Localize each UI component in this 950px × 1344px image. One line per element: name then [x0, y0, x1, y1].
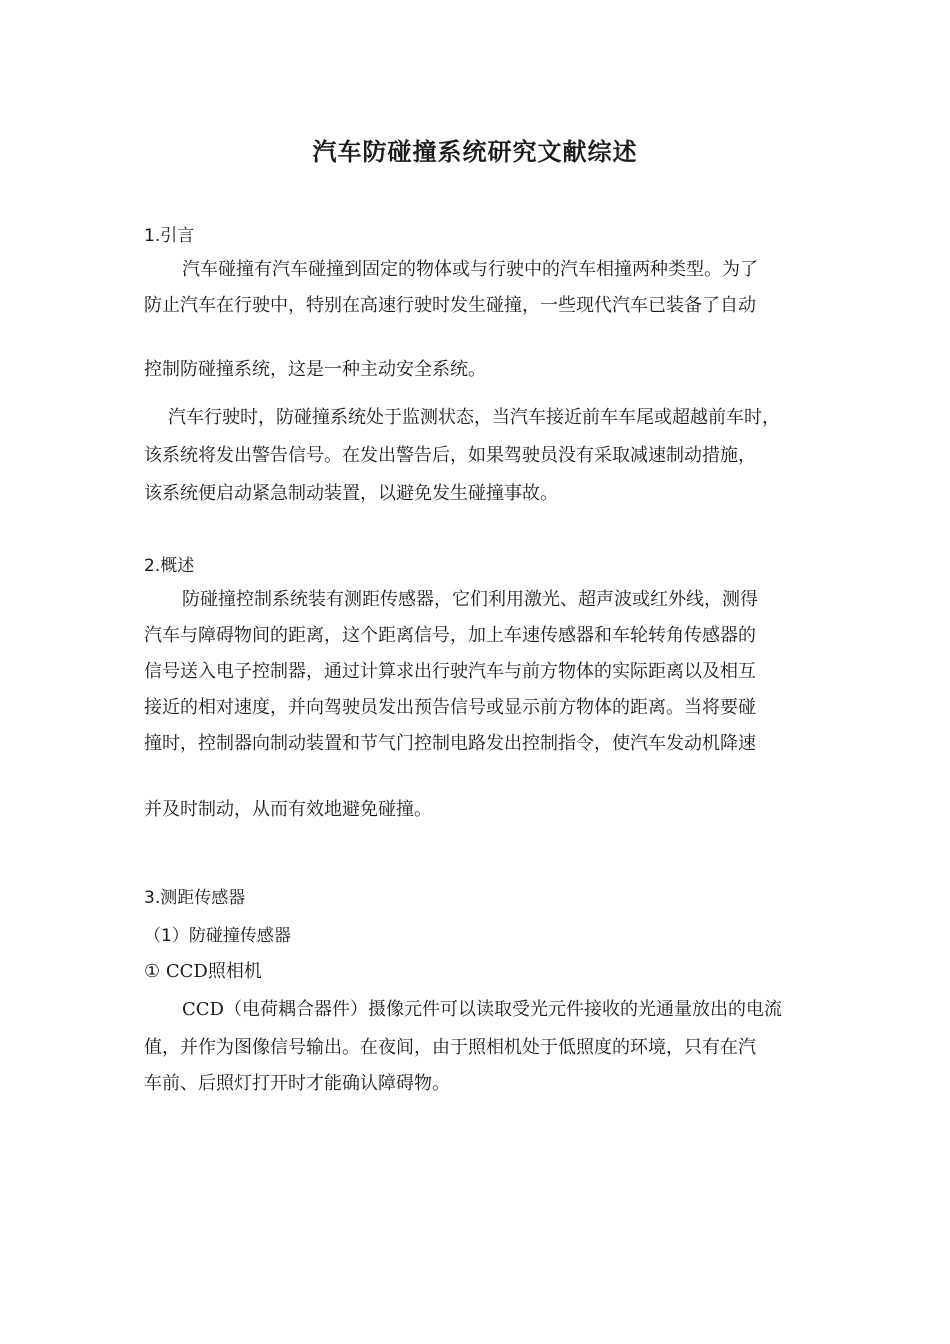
paragraph-line: 汽车行驶时，防碰撞系统处于监测状态，当汽车接近前车车尾或超越前车时， — [168, 407, 780, 428]
section-heading-sensor: 3.测距传感器 — [144, 888, 246, 908]
section-heading-intro: 1.引言 — [144, 226, 195, 246]
paragraph-line: 撞时，控制器向制动装置和节气门控制电路发出控制指令，使汽车发动机降速 — [144, 733, 756, 754]
paragraph-line: 汽车碰撞有汽车碰撞到固定的物体或与行驶中的汽车相撞两种类型。为了 — [182, 259, 758, 280]
paragraph-line: 接近的相对速度，并向驾驶员发出预告信号或显示前方物体的距离。当将要碰 — [144, 697, 756, 718]
subsection-heading: （1）防碰撞传感器 — [144, 926, 291, 946]
paragraph-line: 防碰撞控制系统装有测距传感器，它们利用激光、超声波或红外线，测得 — [182, 589, 758, 610]
paragraph-line: 值，并作为图像信号输出。在夜间，由于照相机处于低照度的环境，只有在汽 — [144, 1037, 756, 1058]
paragraph-line: 防止汽车在行驶中，特别在高速行驶时发生碰撞，一些现代汽车已装备了自动 — [144, 295, 756, 316]
paragraph-line: 该系统便启动紧急制动装置，以避免发生碰撞事故。 — [144, 483, 558, 504]
paragraph-line: 并及时制动，从而有效地避免碰撞。 — [144, 799, 432, 820]
section-heading-overview: 2.概述 — [144, 556, 195, 576]
paragraph-line: CCD（电荷耦合器件）摄像元件可以读取受光元件接收的光通量放出的电流 — [182, 999, 782, 1020]
document-title: 汽车防碰撞系统研究文献综述 — [312, 137, 638, 166]
item-heading-ccd: ① CCD照相机 — [144, 961, 262, 982]
paragraph-line: 该系统将发出警告信号。在发出警告后，如果驾驶员没有采取减速制动措施， — [144, 445, 756, 466]
paragraph-line: 控制防碰撞系统，这是一种主动安全系统。 — [144, 359, 486, 380]
paragraph-line: 信号送入电子控制器，通过计算求出行驶汽车与前方物体的实际距离以及相互 — [144, 661, 756, 682]
paragraph-line: 车前、后照灯打开时才能确认障碍物。 — [144, 1073, 450, 1094]
paragraph-line: 汽车与障碍物间的距离，这个距离信号，加上车速传感器和车轮转角传感器的 — [144, 625, 756, 646]
